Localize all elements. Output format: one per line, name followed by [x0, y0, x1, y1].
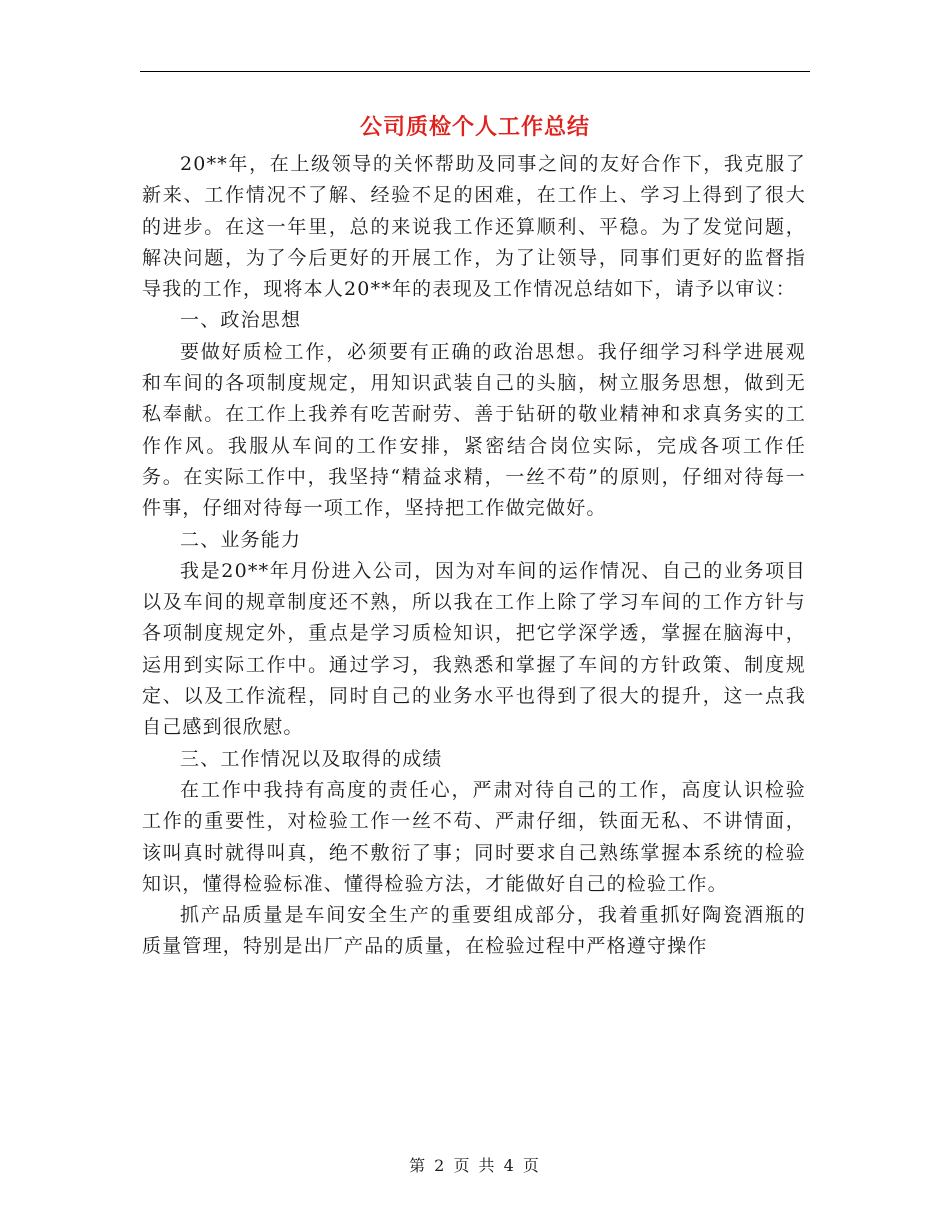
paragraph-business: 我是20**年月份进入公司，因为对车间的运作情况、自己的业务项目以及车间的规章制度还不熟，所以我在工作上除了学习车间的工作方针与各项制度规定外，重点是学习质检知识，把它学深学透，掌握在脑海中，运用到实际工作中。通过学习，我熟悉和掌握了车间的方针政策、制度规定、以及工作流程，同时自己的业务水平也得到了很大的提升，这一点我自己感到很欣慰。 [142, 559, 806, 739]
paragraph-quality: 抓产品质量是车间安全生产的重要组成部分，我着重抓好陶瓷酒瓶的质量管理，特别是出厂产品的质量，在检验过程中严格遵守操作 [142, 904, 806, 958]
section-heading-2: 二、业务能力 [180, 528, 302, 551]
document-body [142, 149, 806, 963]
header-rule [140, 71, 810, 72]
paragraph-politics: 要做好质检工作，必须要有正确的政治思想。我仔细学习科学进展观和车间的各项制度规定，用知识武装自己的头脑，树立服务思想，做到无私奉献。在工作上我养有吃苦耐劳、善于钻研的敬业精神和求真务实的工作作风。我服从车间的工作安排，紧密结合岗位实际，完成各项工作任务。在实际工作中，我坚持“精益求精，一丝不苟”的原则，仔细对待每一件事，仔细对待每一项工作，坚持把工作做完做好。 [142, 340, 806, 520]
section-heading-3: 三、工作情况以及取得的成绩 [180, 747, 443, 770]
section-heading-1: 一、政治思想 [180, 309, 302, 332]
page-number: 第 2 页 共 4 页 [409, 1156, 541, 1175]
paragraph-intro: 20**年，在上级领导的关怀帮助及同事之间的友好合作下，我克服了新来、工作情况不了解、经验不足的困难，在工作上、学习上得到了很大的进步。在这一年里，总的来说我工作还算顺利、平稳。为了发觉问题，解决问题，为了今后更好的开展工作，为了让领导，同事们更好的监督指导我的工作，现将本人20**年的表现及工作情况总结如下，请予以审议： [142, 153, 806, 301]
document-title: 公司质检个人工作总结 [359, 114, 590, 140]
paragraph-work: 在工作中我持有高度的责任心，严肃对待自己的工作，高度认识检验工作的重要性，对检验工作一丝不苟、严肃仔细，铁面无私、不讲情面，该叫真时就得叫真，绝不敷衍了事；同时要求自己熟练掌握本系统的检验知识，懂得检验标准、懂得检验方法，才能做好自己的检验工作。 [142, 778, 806, 895]
